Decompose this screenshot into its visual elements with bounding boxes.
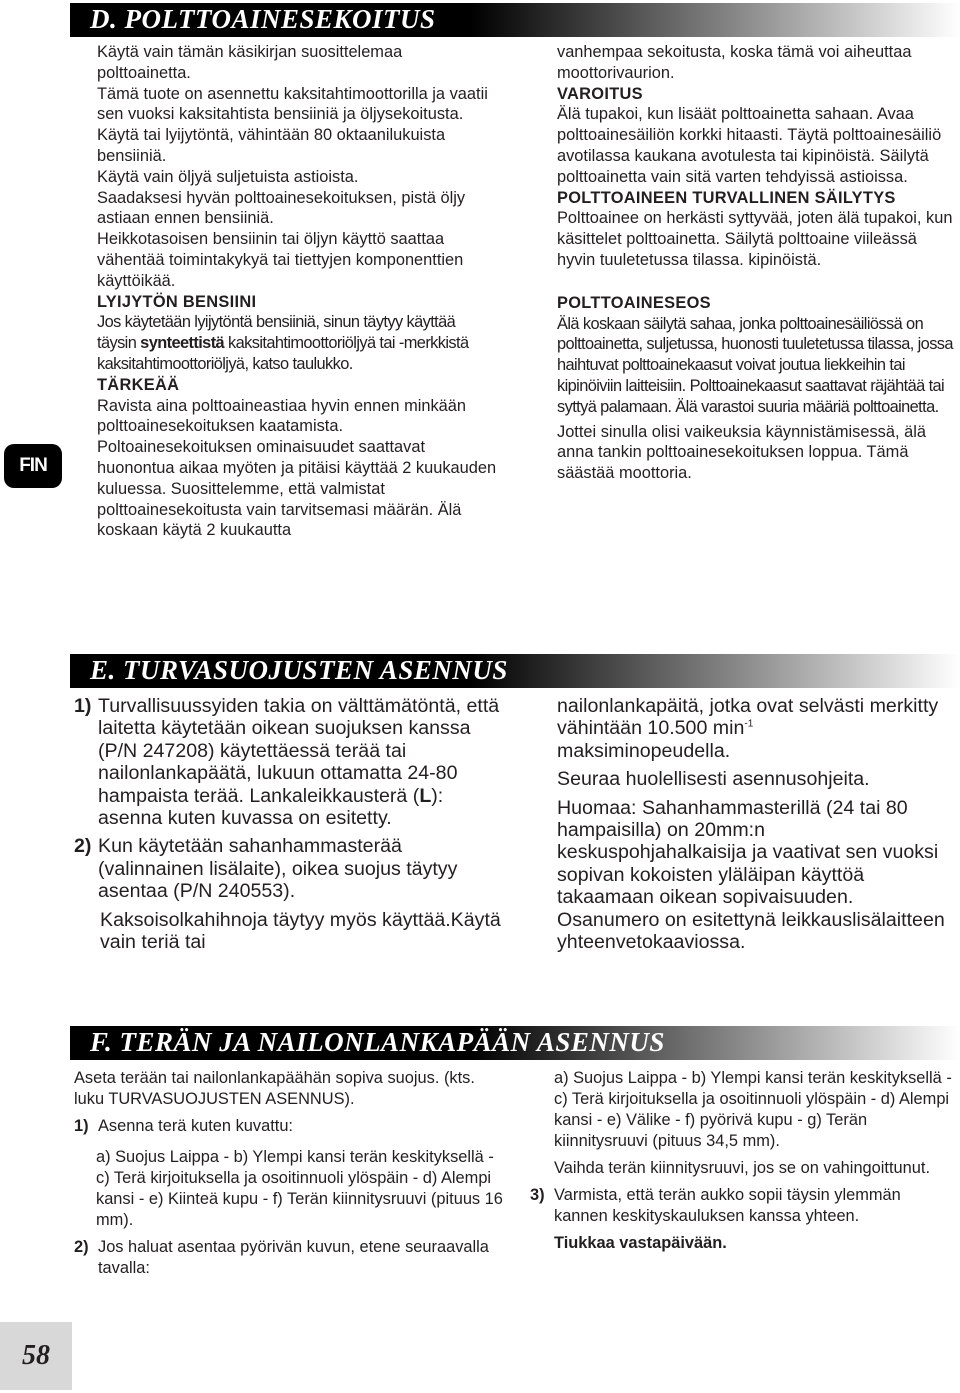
- section-d-left-column: [97, 42, 497, 541]
- paragraph: Käytä vain tämän käsikirjan suosittelemaa polttoainetta.: [97, 43, 403, 82]
- section-e-title: E. TURVASUOJUSTEN ASENNUS: [90, 655, 508, 685]
- text-run: Turvallisuussyiden takia on välttämätöntä, että laitetta käytetään oikean suojuksen kanssa (P/N 247208) käytettäessä terää tai nailonlankapäätä, lukuun ottamatta 24-80 hampaista terää. Lankaleikkausterä (: [98, 695, 500, 807]
- paragraph: Käytä vain öljyä suljetuista astioista.: [97, 167, 359, 186]
- superscript: -1: [744, 718, 754, 730]
- text-run: Kun käytetään sahanhammasterää (valinnainen lisälaite), oikea suojus täytyy asentaa (P/N 240553).: [98, 835, 458, 903]
- paragraph-tighten: Tiukkaa vastapäivään.: [554, 1234, 727, 1252]
- paragraph: [557, 695, 957, 762]
- language-tab: [4, 444, 62, 488]
- paragraph: Älä koskaan säilytä sahaa, jonka polttoainesäiliössä on polttoainetta, suljetussa, huonosti tuuletetussa tilassa, jossa haihtuvat polttoainekaasut voivat joutua liekkeihin tai kipinöiviin laitteisiin. Polttoainekaasut saattavat räjähtää tai syttyä palamaan. Älä varastoi suuria määriä polttoainetta.: [557, 314, 953, 416]
- section-e-left-column: [74, 695, 504, 953]
- paragraph: [97, 312, 497, 374]
- paragraph: Jottei sinulla olisi vaikeuksia käynnistämisessä, älä anna tankin polttoainesekoituksen loppua. Tämä säästää moottoria.: [557, 422, 926, 483]
- paragraph: Seuraa huolellisesti asennusohjeita.: [557, 768, 870, 791]
- heading-warning: VAROITUS: [557, 84, 643, 103]
- section-e-right-column: [557, 695, 957, 953]
- paragraph: Poltoainesekoituksen ominaisuudet saattavat huonontua aikaa myöten ja pitäisi käyttää 2 kuukauden kuluessa. Suosittelemme, että valmistat polttoainesekoitusta vain tarvitsemasi määrän. Älä koskaan käytä 2 kuukautta: [97, 438, 497, 540]
- section-d-title: D. POLTTOAINESEKOITUS: [90, 4, 436, 34]
- emphasis-l: L: [419, 784, 432, 807]
- paragraph: vanhempaa sekoitusta, koska tämä voi aiheuttaa moottorivaurion.: [557, 43, 912, 82]
- list-item: [74, 1237, 504, 1279]
- text-run: Jos haluat asentaa pyörivän kuvun, etene seuraavalla tavalla:: [98, 1238, 489, 1277]
- heading-unleaded: LYIJYTÖN BENSIINI: [97, 292, 257, 311]
- page-number: 58: [22, 1340, 50, 1371]
- item-number: 1): [74, 695, 92, 717]
- item-number: 2): [74, 1238, 89, 1256]
- heading-fuel-mixture: POLTTOAINESEOS: [557, 293, 711, 312]
- paragraph: Saadaksesi hyvän polttoainesekoituksen, pistä öljy astiaan ennen bensiiniä.: [97, 188, 466, 228]
- item-number: 3): [530, 1186, 545, 1204]
- paragraph: Ravista aina polttoaineastiaa hyvin ennen minkään polttoainesekoituksen kaatamista.: [97, 396, 467, 436]
- item-number: 2): [74, 835, 92, 858]
- text-run: maksiminopeudella.: [557, 739, 731, 762]
- text-run: Varmista, että terän aukko sopii täysin ylemmän kannen keskityskauluksen kanssa yhteen.: [554, 1186, 901, 1225]
- list-item: [530, 1185, 955, 1227]
- text-run: Asenna terä kuten kuvattu:: [98, 1117, 293, 1135]
- list-item: [74, 1116, 504, 1137]
- paragraph: Vaihda terän kiinnitysruuvi, jos se on vahingoittunut.: [554, 1159, 930, 1177]
- section-e-title-bar: [70, 654, 960, 688]
- paragraph: Huomaa: Sahanhammasterillä (24 tai 80 hampaisilla) on 20mm:n keskuspohjahalkaisija ja vaativat sen vuoksi sopivan kokoisten yläläipan käyttöä takaamaan oikean sopivaisuuden. Osanumero on esitettynä leikkauslisälaitteen yhteenvetokaaviossa.: [557, 796, 945, 954]
- heading-safe-storage: POLTTOAINEEN TURVALLINEN SÄILYTYS: [557, 188, 896, 207]
- list-item: [74, 835, 504, 902]
- heading-important: TÄRKEÄÄ: [97, 375, 180, 394]
- section-d-right-column: [557, 42, 955, 484]
- paragraph: Älä tupakoi, kun lisäät polttoainetta sahaan. Avaa polttoainesäiliön korkki hitaasti. Täytä polttoainesäiliö avotilassa kaukana avotulesta tai kipinöistä. Säilytä polttoainetta vain sitä varten tehdyissä astioissa.: [557, 105, 942, 186]
- page-number-box: [0, 1322, 72, 1390]
- text-run: ): asenna kuten kuvassa on esitetty.: [98, 784, 444, 830]
- section-f-title-bar: [70, 1026, 960, 1060]
- item-number: 1): [74, 1117, 89, 1135]
- section-f-right-column: [530, 1068, 955, 1254]
- section-d-title-bar: [70, 3, 960, 37]
- emphasis-synthetic: synteettistä: [140, 334, 225, 353]
- section-f-title: F. TERÄN JA NAILONLANKAPÄÄN ASENNUS: [90, 1027, 665, 1057]
- language-tab-label: FIN: [19, 455, 47, 476]
- paragraph: Tämä tuote on asennettu kaksitahtimoottorilla ja vaatii sen vuoksi kaksitahtista bensiiniä ja öljysekoitusta. Käytä tai lyijytöntä, vähintään 80 oktaanilukuista bensiiniä.: [97, 84, 488, 165]
- paragraph: Heikkotasoisen bensiinin tai öljyn käyttö saattaa vähentää toimintakykyä tai tiettyjen komponenttien käyttöikää.: [97, 230, 464, 290]
- text-run: kaksitahtimoottoriöljyä tai -merkkistä kaksitahtimoottoriöljyä, katso taulukko.: [97, 334, 469, 373]
- paragraph: a) Suojus Laippa - b) Ylempi kansi terän keskityksellä - c) Terä kirjoituksella ja osoitinnuoli ylöspäin - d) Alempi kansi - e) Välike - f) pyörivä kupu - g) Terän kiinnitysruuvi (pituus 34,5 mm).: [554, 1069, 952, 1150]
- paragraph: a) Suojus Laippa - b) Ylempi kansi terän keskityksellä - c) Terä kirjoituksella ja osoitinnuoli ylöspäin - d) Alempi kansi - e) Kiinteä kupu - f) Terän kiinnitysruuvi (pituus 16 mm).: [96, 1148, 503, 1229]
- text-run: nailonlankapäitä, jotka ovat selvästi merkitty vähintään 10.500 min: [557, 695, 939, 740]
- text-run: Jos käytetään lyijytöntä bensiiniä, sinun täytyy käyttää täysin: [97, 313, 456, 353]
- list-item: [74, 695, 504, 829]
- paragraph: Kaksoisolkahihnoja täytyy myös käyttää.Käytä vain teriä tai: [100, 908, 501, 954]
- paragraph: Polttoainee on herkästi syttyvää, joten älä tupakoi, kun käsittelet polttoainetta. Säilytä polttoaine viileässä hyvin tuuletetussa tilassa. kipinöistä.: [557, 209, 953, 269]
- section-f-left-column: [74, 1068, 504, 1279]
- paragraph: Aseta terään tai nailonlankapäähän sopiva suojus. (kts. luku TURVASUOJUSTEN ASENNUS).: [74, 1069, 475, 1108]
